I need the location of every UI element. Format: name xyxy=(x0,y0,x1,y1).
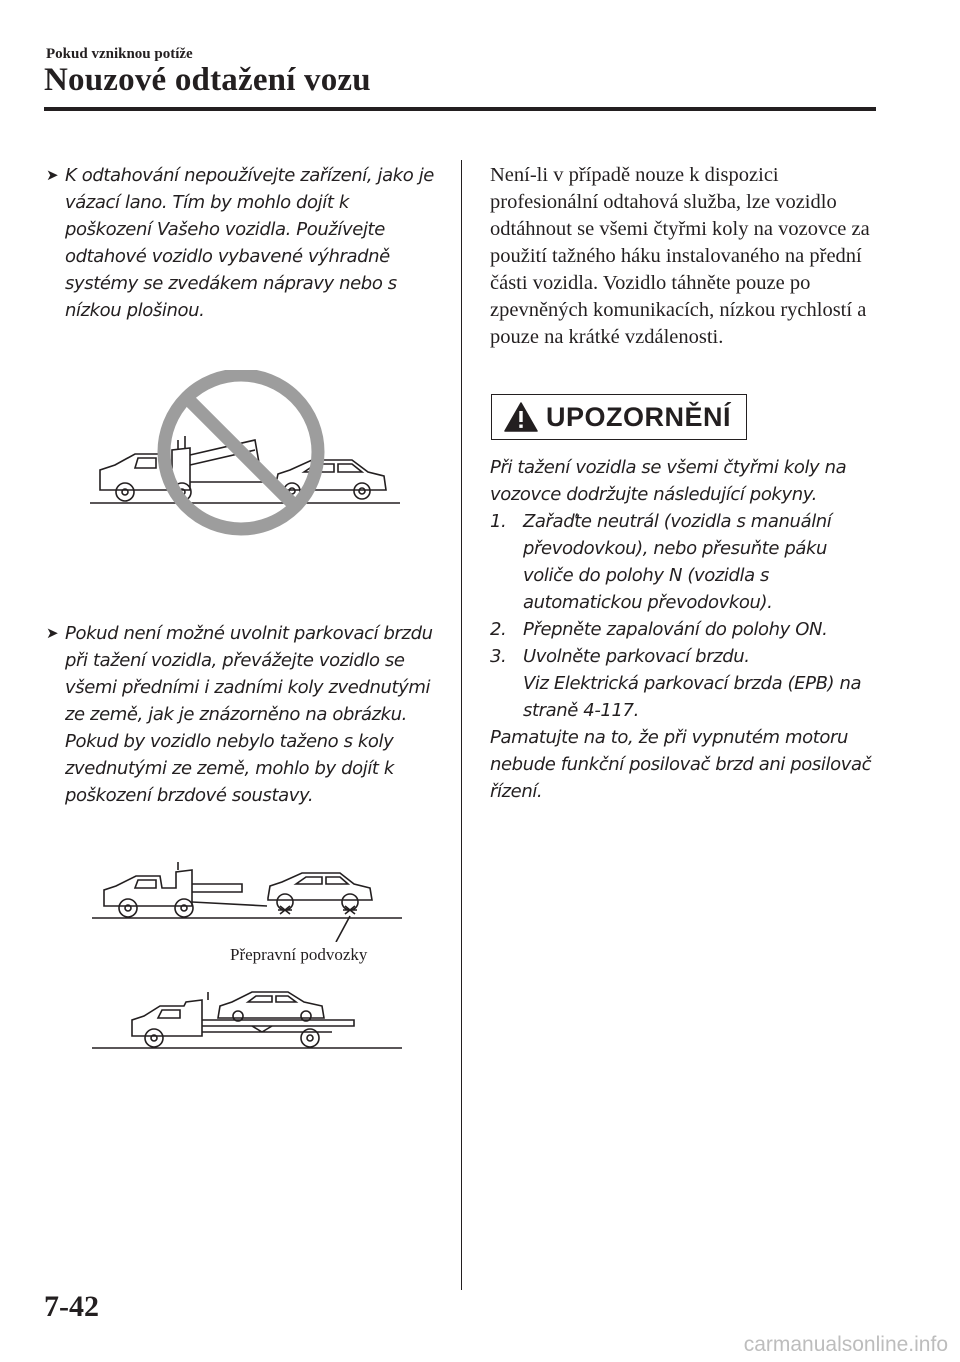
truck-wheel xyxy=(119,899,137,917)
title-rule xyxy=(44,107,876,111)
dolly-caption: Přepravní podvozky xyxy=(230,945,368,964)
step-number: 3. xyxy=(490,646,507,667)
car-wheel xyxy=(354,483,370,499)
step-text: Uvolněte parkovací brzdu. xyxy=(523,646,750,667)
bullet-item-parking-brake xyxy=(46,620,436,809)
warning-label: UPOZORNĚNÍ xyxy=(546,401,732,432)
step-number: 2. xyxy=(490,619,507,640)
warning-triangle-icon xyxy=(504,402,538,432)
page-number: 7-42 xyxy=(44,1290,99,1323)
bullet-item-lifting-equipment xyxy=(46,162,436,324)
caution-block xyxy=(490,454,882,805)
tow-truck-prohibited-illustration xyxy=(90,370,400,550)
step-reference: Viz Elektrická parkovací brzda (EPB) na straně 4-117. xyxy=(523,673,862,721)
warning-heading-box xyxy=(491,394,747,440)
bullet-text: K odtahování nepoužívejte zařízení, jako je vázací lano. Tím by mohlo dojít k poškození Vašeho vozidla. Používejte odtahové vozidlo vybavené výhradně systémy se zvedákem nápravy nebo s nízkou plošinou. xyxy=(65,165,434,321)
caption-leader-line xyxy=(336,916,350,942)
truck-wheel xyxy=(116,483,134,501)
tow-dolly-illustration xyxy=(92,862,402,942)
step-number: 1. xyxy=(490,511,507,532)
caution-outro: Pamatujte na to, že při vypnutém motoru nebude funkční posilovač brzd ani posilovač řízení. xyxy=(490,727,872,802)
dolly-wheel xyxy=(277,894,293,910)
bullet-text: Pokud není možné uvolnit parkovací brzdu při tažení vozidla, převážejte vozidlo se všemi předními i zadními koly zvednutými ze země, jak je znázorněno na obrázku. Pokud by vozidlo nebylo taženo s koly zvednutými ze země, mohlo by dojít k poškození brzdové soustavy. xyxy=(65,623,433,806)
caution-step xyxy=(490,508,882,616)
truck-wheel xyxy=(175,899,193,917)
page-title: Nouzové odtažení vozu xyxy=(44,62,371,98)
step-text: Přepněte zapalování do polohy ON. xyxy=(523,619,828,640)
arrowhead-bullet-icon: ➤ xyxy=(46,624,59,642)
site-watermark: carmanualsonline.info xyxy=(743,1333,948,1356)
section-label: Pokud vzniknou potíže xyxy=(46,46,193,62)
caution-step xyxy=(490,643,882,724)
flatbed-truck-illustration xyxy=(92,988,402,1052)
flatbed-platform xyxy=(202,1020,354,1026)
arrowhead-bullet-icon: ➤ xyxy=(46,166,59,184)
dolly-wheel xyxy=(342,894,358,910)
caution-step xyxy=(490,616,882,643)
prohibited-sign-icon xyxy=(164,375,318,529)
truck-wheel xyxy=(145,1029,163,1047)
caution-intro: Při tažení vozidla se všemi čtyřmi koly na vozovce dodržujte následující pokyny. xyxy=(490,457,847,505)
intro-paragraph: Není-li v případě nouze k dispozici profesionální odtahová služba, lze vozidlo odtáhnout se všemi čtyřmi koly na vozovce za použití tažného háku instalovaného na přední části vozidla. Vozidlo táhněte pouze po zpevněných komunikacích, nízkou rychlostí a pouze na krátké vzdálenosti. xyxy=(490,164,870,348)
step-text: Zařaďte neutrál (vozidla s manuální převodovkou), nebo přesuňte páku voliče do polohy N (vozidla s automatickou převodovkou). xyxy=(523,511,832,613)
column-divider xyxy=(461,160,462,1290)
